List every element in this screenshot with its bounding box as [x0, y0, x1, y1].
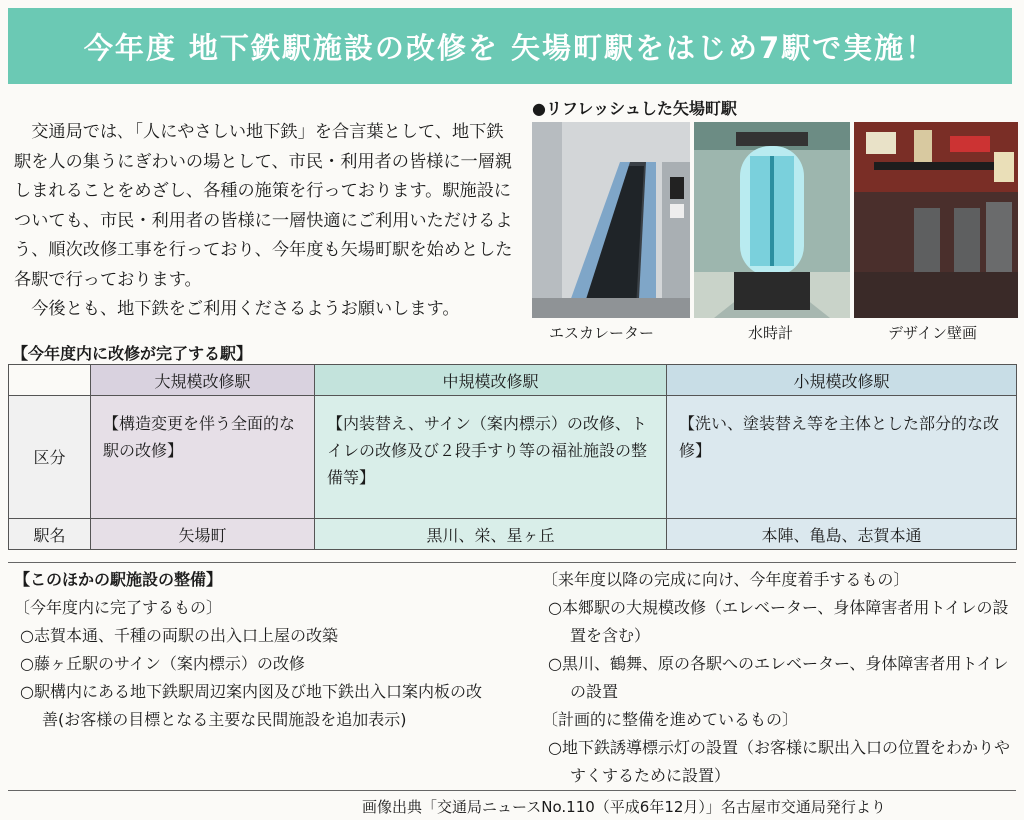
- stations-section-title: 【今年度内に改修が完了する駅】: [12, 344, 253, 363]
- list-item: ○志賀本通、千種の両駅の出入口上屋の改築: [20, 626, 338, 645]
- water-clock-photo: [694, 122, 850, 318]
- image-source-credit: 画像出典「交通局ニュースNo.110（平成6年12月）」名古屋市交通局発行より: [362, 798, 886, 816]
- row-label-station: 駅名: [9, 519, 91, 550]
- footer-divider: [8, 790, 1016, 791]
- list-item: ○黒川、鶴舞、原の各駅へのエレベーター、身体障害者用トイレの設置: [548, 654, 1009, 701]
- description-large-scale: 【構造変更を伴う全面的な駅の改修】: [91, 396, 315, 519]
- renovation-stations-table: [8, 364, 1017, 550]
- section-divider: [8, 562, 1016, 563]
- stations-large-scale: 矢場町: [91, 519, 315, 550]
- list-item: ○藤ヶ丘駅のサイン（案内標示）の改修: [20, 654, 305, 673]
- header-small-scale: 小規模改修駅: [667, 365, 1017, 396]
- completed-list: [14, 566, 494, 734]
- intro-paragraph-2: 今後とも、地下鉄をご利用くださるようお願いします。: [31, 299, 460, 319]
- stations-mid-scale: 黒川、栄、星ヶ丘: [315, 519, 667, 550]
- intro-text: [14, 118, 514, 325]
- next-year-heading: 〔来年度以降の完成に向け、今年度着手するもの〕: [542, 570, 910, 589]
- planned-heading: 〔計画的に整備を進めているもの〕: [542, 710, 799, 729]
- completed-heading: 〔今年度内に完了するもの〕: [14, 598, 223, 617]
- escalator-caption: エスカレーター: [549, 324, 655, 342]
- list-item: ○地下鉄誘導標示灯の設置（お客様に駅出入口の位置をわかりやすくするために設置）: [548, 738, 1010, 785]
- photos-title: ●リフレッシュした矢場町駅: [532, 99, 737, 118]
- description-small-scale: 【洗い、塗装替え等を主体とした部分的な改修】: [667, 396, 1017, 519]
- future-list: [542, 566, 1020, 790]
- stations-small-scale: 本陣、亀島、志賀本通: [667, 519, 1017, 550]
- water-clock-caption: 水時計: [748, 324, 794, 342]
- table-corner-cell: [9, 365, 91, 396]
- other-section-title: 【このほかの駅施設の整備】: [14, 570, 223, 589]
- row-label-category: 区分: [9, 396, 91, 519]
- escalator-photo: [532, 122, 690, 318]
- design-mural-photo: [854, 122, 1018, 318]
- headline-title: 今年度 地下鉄駅施設の改修を 矢場町駅をはじめ7駅で実施！: [83, 30, 937, 65]
- header-large-scale: 大規模改修駅: [91, 365, 315, 396]
- intro-paragraph-1: 交通局では､「人にやさしい地下鉄」を合言葉として、地下鉄駅を人の集うにぎわいの場として、市民・利用者の皆様に一層親しまれることをめざし、各種の施策を行っております。駅施設についても、市民・利用者の皆様に一層快適にご利用いただけるよう、順次改修工事を行っており、今年度も矢場町駅を始めとした各駅で行っております。: [14, 122, 513, 290]
- description-mid-scale: 【内装替え、サイン（案内標示）の改修、トイレの改修及び２段手すり等の福祉施設の整備等】: [315, 396, 667, 519]
- headline-banner: [8, 8, 1012, 84]
- list-item: ○本郷駅の大規模改修（エレベーター、身体障害者用トイレの設置を含む）: [548, 598, 1009, 645]
- list-item: ○駅構内にある地下鉄駅周辺案内図及び地下鉄出入口案内板の改善(お客様の目標となる主要な民間施設を追加表示): [20, 682, 482, 729]
- design-mural-caption: デザイン壁画: [888, 324, 977, 342]
- header-mid-scale: 中規模改修駅: [315, 365, 667, 396]
